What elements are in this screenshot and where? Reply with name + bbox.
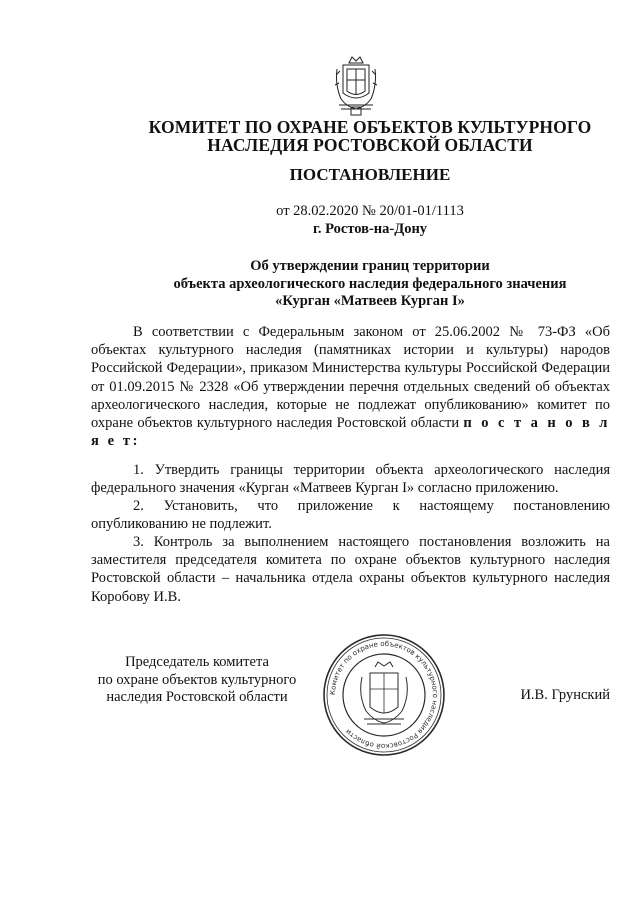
position-line-2: по охране объектов культурного <box>97 671 297 688</box>
item-2: 2. Установить, что приложение к настоящему постановлению опубликованию не подлежит. <box>91 498 610 533</box>
item-1: 1. Утвердить границы территории объекта археологического наследия федерального значения «Курган «Матвеев Курган I» согласно приложению. <box>91 462 610 497</box>
preamble-paragraph <box>91 323 610 450</box>
document-type: ПОСТАНОВЛЕНИЕ <box>289 165 451 184</box>
organization-name <box>140 118 600 154</box>
signatory-position <box>82 654 312 707</box>
decree-word: п о с т а н о в л я е т: <box>91 415 611 450</box>
title-line-1: Об утверждении границ территории <box>250 258 490 274</box>
document-city: г. Ростов-на-Дону <box>312 221 428 237</box>
seal-text: Комитет по охране объектов культурного наследия Ростовской области <box>328 639 440 751</box>
official-seal-icon <box>322 633 446 757</box>
title-line-3: «Курган «Матвеев Курган I» <box>275 293 465 309</box>
document-title <box>140 258 600 311</box>
organization-line-2: НАСЛЕДИЯ РОСТОВСКОЙ ОБЛАСТИ <box>207 135 533 155</box>
document-date-number: от 28.02.2020 № 20/01-01/1113 <box>276 203 464 219</box>
signatory-name: И.В. Грунский <box>520 687 610 703</box>
position-line-3: наследия Ростовской области <box>106 689 288 705</box>
organization-line-1: КОМИТЕТ ПО ОХРАНЕ ОБЪЕКТОВ КУЛЬТУРНОГО <box>148 117 592 137</box>
item-3: 3. Контроль за выполнением настоящего постановления возложить на заместителя председателя комитета по охране объектов культурного наследия Ростовской области – начальника отдела охраны объектов культурного наследия Коробову И.В. <box>91 534 610 605</box>
coat-of-arms-icon <box>333 55 379 117</box>
preamble-text: В соответствии с Федеральным законом от 25.06.2002 № 73-ФЗ «Об объектах культурного наследия (памятниках истории и культуры) народов Российской Федерации», приказом Министерства культуры Российской Федерации от 01.09.2015 № 2328 «Об утверждении перечня отдельных сведений об объектах археологического наследия, которые не подлежат опубликованию» комитет по охране объектов культурного наследия Ростовской области <box>91 324 610 432</box>
title-line-2: объекта археологического наследия федерального значения <box>173 275 567 292</box>
position-line-1: Председатель комитета <box>125 654 269 670</box>
